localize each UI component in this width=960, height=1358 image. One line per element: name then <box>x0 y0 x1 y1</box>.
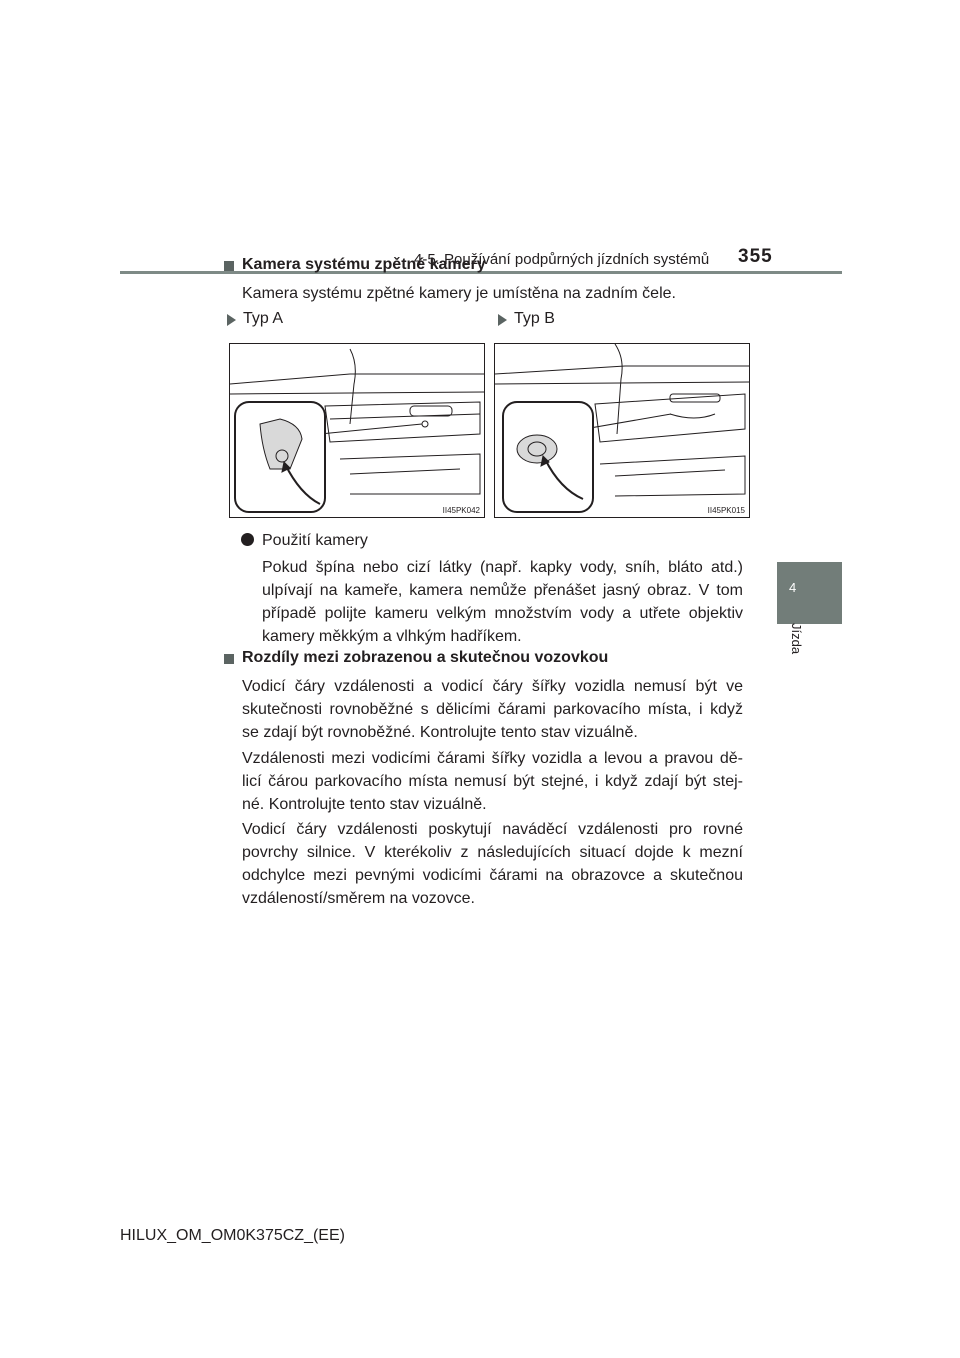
paragraph-line: vzdáleností/směrem na vozovce. <box>242 890 475 907</box>
paragraph-line: licí čárou parkovacího místa nemusí být stejné, i když zdají být stej- <box>242 773 743 790</box>
rear-camera-type-a-illustration <box>230 344 484 517</box>
triangle-marker-icon <box>498 314 507 326</box>
page-number: 355 <box>738 246 773 267</box>
section-heading-camera: Kamera systému zpětné kamery <box>242 256 486 273</box>
chapter-label-text: Jízda <box>789 623 804 655</box>
document-code: HILUX_OM_OM0K375CZ_(EE) <box>120 1227 345 1244</box>
paragraph-line: skutečnosti rovnoběžné s dělicími čárami parkovacího místa, i když <box>242 701 743 718</box>
rear-camera-type-b-illustration <box>495 344 749 517</box>
paragraph-line: Vzdálenosti mezi vodicími čárami šířky vozidla a levou a pravou dě- <box>242 750 743 767</box>
triangle-marker-icon <box>227 314 236 326</box>
chapter-label <box>790 623 804 673</box>
paragraph-line: Vodicí čáry vzdálenosti a vodicí čáry šířky vozidla nemusí být ve <box>242 678 743 695</box>
paragraph-line: né. Kontrolujte tento stav vizuálně. <box>242 796 487 813</box>
figure-code: II45PK042 <box>442 506 480 515</box>
usage-line: kamery měkkým a vlhkým hadříkem. <box>262 628 522 645</box>
section-heading-differences: Rozdíly mezi zobrazenou a skutečnou vozovkou <box>242 649 609 666</box>
round-bullet-icon <box>241 533 254 546</box>
usage-title: Použití kamery <box>262 532 368 549</box>
paragraph-line: Vodicí čáry vzdálenosti poskytují naváděcí vzdálenosti pro rovné <box>242 821 743 838</box>
usage-line: Pokud špína nebo cizí látky (např. kapky vody, sníh, bláto atd.) <box>262 559 743 576</box>
figure-label-type-b: Typ B <box>514 310 555 327</box>
chapter-tab <box>777 562 842 624</box>
paragraph-line: odchylce mezi pevnými vodicími čárami na obrazovce a skutečnou <box>242 867 743 884</box>
usage-line: ulpívají na kameře, kamera nemůže přenášet jasný obraz. V tom <box>262 582 743 599</box>
paragraph-line: povrchy silnice. V kterékoliv z následujících situací dojde k mezní <box>242 844 743 861</box>
paragraph-line: se zdají být rovnoběžné. Kontrolujte tento stav vizuálně. <box>242 724 638 741</box>
usage-line: případě polijte kameru velkým množstvím vody a utřete objektiv <box>262 605 743 622</box>
square-bullet-icon <box>224 654 234 664</box>
figure-label-type-a: Typ A <box>243 310 284 327</box>
camera-location-text: Kamera systému zpětné kamery je umístěna na zadním čele. <box>242 285 676 302</box>
figure-type-a <box>229 343 485 518</box>
figure-code: II45PK015 <box>707 506 745 515</box>
square-bullet-icon <box>224 261 234 271</box>
section-title: 4-5. Používání podpůrných jízdních systémů <box>414 251 710 268</box>
chapter-number: 4 <box>789 580 797 595</box>
figure-type-b <box>494 343 750 518</box>
